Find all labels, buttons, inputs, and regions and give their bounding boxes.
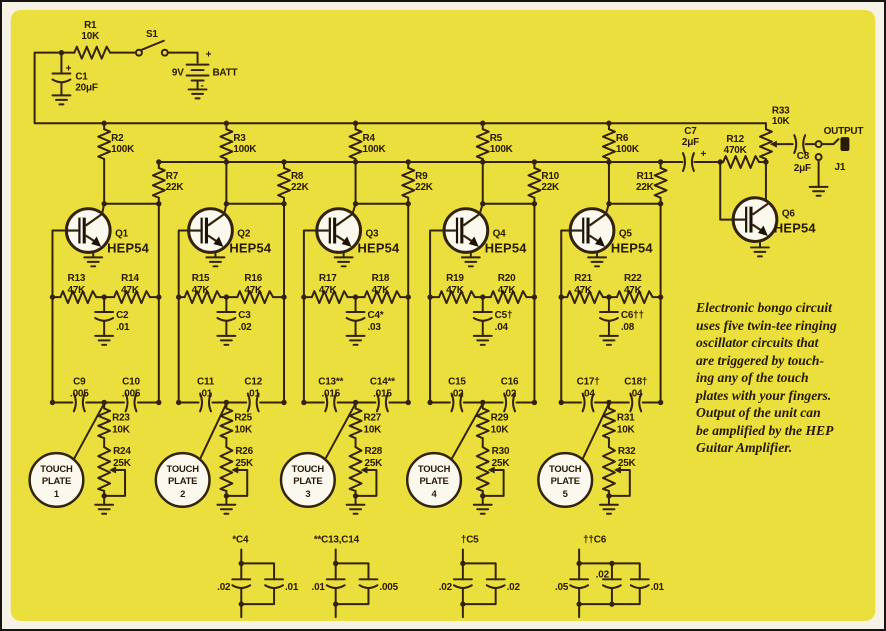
- transistor-q1-symbol: [66, 209, 110, 253]
- r6-val: 100K: [615, 144, 639, 156]
- r17-val: 47K: [318, 285, 337, 297]
- r28-ref: R28: [364, 446, 383, 458]
- c15-val: .02: [450, 388, 464, 400]
- plate-3-l2: PLATE: [293, 474, 323, 486]
- plate-4-l2: PLATE: [419, 474, 449, 486]
- r26-ref: R26: [235, 446, 253, 458]
- r10-ref: R10: [541, 170, 559, 182]
- footnote-c5-val1: .02: [438, 582, 452, 594]
- jack-j1-label: J1: [834, 161, 846, 173]
- transistor-q3-symbol: [317, 209, 361, 253]
- r17-ref: R17: [318, 273, 337, 285]
- r19-val: 47K: [446, 285, 464, 297]
- footnote-c5-title: †C5: [460, 534, 479, 546]
- junction-dot: [763, 159, 768, 164]
- r23-val: 10K: [112, 424, 130, 436]
- junction-dot: [59, 50, 64, 55]
- r20-ref: R20: [497, 273, 516, 285]
- footnote-c5-val2: .02: [506, 582, 520, 594]
- r16-ref: R16: [244, 273, 263, 285]
- r21-val: 47K: [574, 285, 592, 297]
- transistor-q2-symbol: [189, 209, 233, 253]
- junction-dot: [460, 601, 465, 606]
- r6-ref: R6: [615, 133, 629, 145]
- c10-val: .005: [121, 388, 141, 400]
- r2-val: 100K: [111, 144, 135, 156]
- caption-line: plates with your fingers.: [696, 387, 832, 403]
- caption-line: ing any of the touch: [696, 370, 809, 385]
- c13-val: .015: [321, 388, 340, 400]
- r8-val: 22K: [290, 181, 309, 193]
- r9-val: 22K: [415, 181, 433, 193]
- r3-val: 100K: [233, 144, 257, 156]
- junction-dot: [576, 601, 581, 606]
- q1-ref: Q1: [115, 228, 128, 240]
- plate-1-num: 1: [53, 487, 59, 499]
- q4-type: HEP54: [484, 240, 527, 256]
- c17-val: .04: [581, 388, 595, 400]
- phone-plug-icon: [840, 137, 849, 151]
- c7-val: 2μF: [681, 137, 699, 149]
- plate-1-l2: PLATE: [41, 474, 72, 486]
- footnote-c13-c14-title: **C13,C14: [313, 534, 359, 546]
- r7-val: 22K: [165, 181, 184, 193]
- footnote-c6-val3: .01: [650, 582, 664, 594]
- q6-ref: Q6: [781, 208, 795, 220]
- c11-val: .01: [198, 388, 213, 400]
- c14-ref: C14**: [369, 376, 395, 388]
- r8-ref: R8: [290, 170, 304, 182]
- q3-ref: Q3: [365, 228, 379, 240]
- c18-ref: C18†: [624, 376, 648, 388]
- r13-ref: R13: [67, 273, 86, 285]
- q6-type: HEP54: [773, 220, 816, 236]
- r24-ref: R24: [113, 446, 131, 458]
- c15-ref: C15: [448, 376, 466, 388]
- c10-ref: C10: [122, 376, 140, 388]
- c9-ref: C9: [73, 376, 86, 388]
- r12-val: 470K: [723, 145, 747, 157]
- r14-val: 47K: [121, 285, 139, 297]
- r31-ref: R31: [616, 412, 635, 424]
- caption-line: are triggered by touch-: [696, 352, 824, 368]
- r4-val: 100K: [362, 144, 386, 156]
- junction-dot: [609, 561, 614, 566]
- c4-val: .03: [367, 321, 381, 333]
- c13-ref: C13**: [318, 376, 344, 388]
- junction-dot: [718, 159, 723, 164]
- junction-dot: [239, 561, 244, 566]
- r22-val: 47K: [623, 285, 642, 297]
- r19-ref: R19: [446, 273, 464, 285]
- r32-val: 25K: [617, 458, 636, 470]
- battery-minus: -: [200, 80, 204, 92]
- r7-ref: R7: [165, 170, 179, 182]
- c12-val: .01: [246, 388, 260, 400]
- r25-val: 10K: [234, 424, 252, 436]
- r3-ref: R3: [233, 133, 246, 145]
- plate-3-num: 3: [305, 487, 311, 499]
- junction-dot: [460, 561, 465, 566]
- plate-4-l1: TOUCH: [417, 463, 451, 475]
- r30-ref: R30: [491, 446, 510, 458]
- r26-val: 25K: [235, 458, 253, 470]
- caption-line: uses five twin-tee ringing: [696, 317, 837, 333]
- r27-val: 10K: [363, 424, 382, 436]
- caption-line: Electronic bongo circuit: [696, 300, 832, 315]
- c8-val: 2μF: [793, 162, 811, 174]
- r5-ref: R5: [489, 133, 502, 145]
- c6-val: .08: [620, 321, 635, 333]
- r31-val: 10K: [616, 424, 635, 436]
- r4-ref: R4: [362, 133, 375, 145]
- c5-ref: C5†: [494, 309, 513, 321]
- q1-type: HEP54: [107, 240, 150, 256]
- r15-val: 47K: [191, 285, 210, 297]
- footnote-c13-val1: .01: [311, 582, 325, 594]
- r11-ref: R11: [636, 170, 654, 182]
- caption-text-block: [696, 299, 884, 457]
- plate-5-l1: TOUCH: [549, 463, 582, 475]
- r28-val: 25K: [364, 458, 383, 470]
- r14-ref: R14: [121, 273, 139, 285]
- r25-ref: R25: [234, 412, 252, 424]
- transistor-q5-symbol: [570, 209, 614, 253]
- c1-ref: C1: [75, 71, 88, 83]
- r29-val: 10K: [490, 424, 509, 436]
- caption-line: Guitar Amplifier.: [696, 440, 793, 455]
- c2-val: .01: [116, 321, 130, 333]
- c9-val: .005: [70, 388, 89, 400]
- junction-dot: [333, 561, 338, 566]
- r11-val: 22K: [636, 181, 654, 193]
- r33-ref: R33: [771, 105, 790, 117]
- r1-val: 10K: [81, 30, 100, 42]
- output-label: OUTPUT: [823, 126, 864, 138]
- footnote-c6-val2: .02: [595, 569, 609, 581]
- battery-plus: +: [205, 49, 212, 61]
- plate-2-l1: TOUCH: [166, 463, 199, 475]
- r13-val: 47K: [67, 285, 86, 297]
- r16-val: 47K: [244, 285, 263, 297]
- footnote-c4-title: *C4: [232, 534, 249, 546]
- junction-dot: [576, 561, 581, 566]
- c2-ref: C2: [116, 309, 129, 321]
- r1-ref: R1: [84, 19, 97, 31]
- c7-ref: C7: [684, 126, 697, 138]
- c3-ref: C3: [238, 309, 251, 321]
- q4-ref: Q4: [492, 228, 506, 240]
- footnote-c6-title: ††C6: [583, 534, 607, 546]
- c7-plus: +: [700, 149, 707, 161]
- plate-5-l2: PLATE: [550, 474, 580, 486]
- caption-line: Output of the unit can: [696, 405, 821, 420]
- c5-val: .04: [494, 321, 508, 333]
- plate-5-num: 5: [562, 487, 568, 499]
- c6-ref: C6††: [620, 309, 644, 321]
- c8-ref: C8: [796, 150, 810, 162]
- q2-type: HEP54: [229, 240, 272, 256]
- q5-ref: Q5: [618, 228, 632, 240]
- r29-ref: R29: [490, 412, 509, 424]
- r18-val: 47K: [371, 285, 390, 297]
- c12-ref: C12: [244, 376, 263, 388]
- footnote-c6-val1: .05: [554, 582, 569, 594]
- r22-ref: R22: [623, 273, 642, 285]
- c16-ref: C16: [500, 376, 519, 388]
- r12-ref: R12: [726, 134, 744, 146]
- c14-val: .015: [373, 388, 392, 400]
- junction-dot: [333, 601, 338, 606]
- q2-ref: Q2: [237, 228, 251, 240]
- plate-2-num: 2: [180, 487, 186, 499]
- r33-val: 10K: [771, 116, 790, 128]
- transistor-q4-symbol: [444, 209, 488, 253]
- plate-2-l2: PLATE: [168, 474, 198, 486]
- r23-ref: R23: [112, 412, 130, 424]
- c16-val: .02: [502, 388, 517, 400]
- transistor-q6-symbol: [733, 198, 777, 242]
- footnote-c4-val1: .02: [217, 582, 231, 594]
- r27-ref: R27: [363, 412, 382, 424]
- c18-val: .04: [629, 388, 643, 400]
- battery-label: BATT: [212, 67, 238, 79]
- r10-val: 22K: [541, 181, 559, 193]
- junction-dot: [239, 601, 244, 606]
- c4-ref: C4*: [367, 309, 384, 321]
- plate-4-num: 4: [431, 487, 437, 499]
- c3-val: .02: [238, 321, 252, 333]
- r24-val: 25K: [113, 458, 131, 470]
- plate-1-l1: TOUCH: [40, 463, 73, 475]
- r2-ref: R2: [111, 133, 124, 145]
- battery-voltage: 9V: [171, 67, 184, 79]
- r20-val: 47K: [497, 285, 516, 297]
- q5-type: HEP54: [610, 240, 653, 256]
- caption-line: be amplified by the HEP: [696, 422, 834, 438]
- r30-val: 25K: [491, 458, 510, 470]
- c11-ref: C11: [196, 376, 215, 388]
- footnote-c13-val2: .005: [379, 582, 398, 594]
- r18-ref: R18: [371, 273, 390, 285]
- r32-ref: R32: [617, 446, 636, 458]
- footnote-c4-val2: .01: [285, 582, 299, 594]
- junction-dot: [609, 601, 614, 606]
- r5-val: 100K: [489, 144, 513, 156]
- caption-line: oscillator circuits that: [696, 335, 819, 350]
- plate-3-l1: TOUCH: [291, 463, 325, 475]
- q3-type: HEP54: [357, 240, 400, 256]
- c1-val: 20μF: [75, 82, 98, 94]
- c17-ref: C17†: [576, 376, 600, 388]
- r9-ref: R9: [415, 170, 428, 182]
- s1-ref: S1: [145, 28, 158, 40]
- c1-plus: +: [65, 63, 72, 75]
- r21-ref: R21: [574, 273, 592, 285]
- r15-ref: R15: [191, 273, 210, 285]
